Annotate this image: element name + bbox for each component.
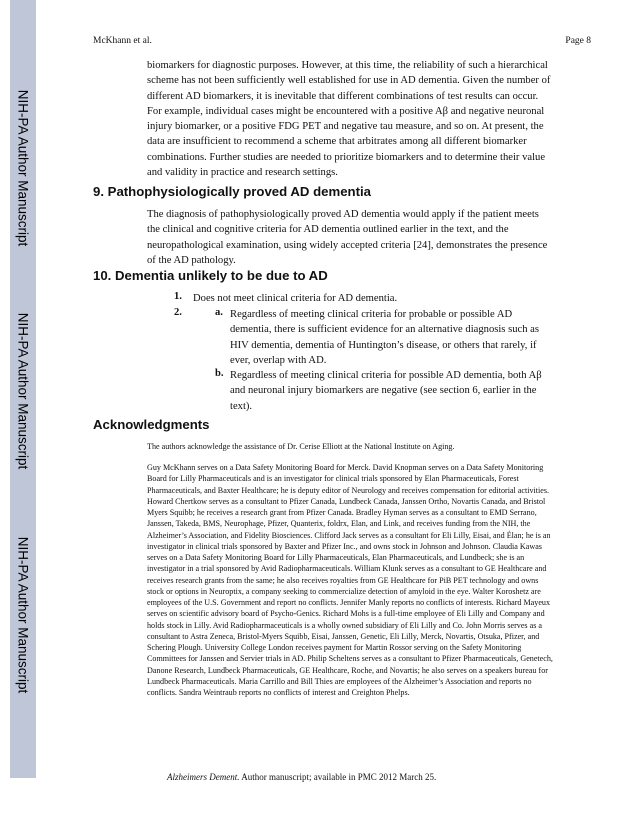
sublist-letter: a. — [215, 307, 223, 318]
list-number: 1. — [174, 291, 182, 302]
list-item-1-text: Does not meet clinical criteria for AD dementia. — [193, 293, 398, 304]
list-item-2a-text: Regardless of meeting clinical criteria for probable or possible AD dementia, there is sufficient evidence for an alternative diagnosis such as HIV dementia, dementia of Huntington’s disease, or others that rarely, if ever, overlap with AD. — [230, 309, 539, 366]
conflict-disclosures: Guy McKhann serves on a Data Safety Monitoring Board for Merck. David Knopman serves on a Data Safety Monitoring Board for Lilly Pharmaceuticals and is an investigator for clinical trials sponsored by Elan Pharmaceuticals, Forest Pharmaceuticals, and Baxter Healthcare; he is deputy editor of Neurology and receives compensation for editorial activities. Howard Chertkow serves as a consultant to Pfizer Canada, Lundbeck Canada, Janssen Ortho, Novartis Canada, and Bristol Myers Squibb; he receives a research grant from Pfizer Canada. Bradley Hyman serves as a consultant to EMD Serrano, Janssen, Takeda, BMS, Neurophage, Pfizer, Quanterix, foldrx, Elan, and Link, and receives funding from the NIH, the Alzheimer’s Association, and Fidelity Biosciences. Clifford Jack serves as a consultant for Eli Lilly, Eisai, and Élan; he is an investigator in clinical trials sponsored by Baxter and Pfizer Inc., and owns stock in Johnson and Johnson. Claudia Kawas serves on a Data Safety Monitoring Board for Lilly Pharmaceuticals, Elan Pharmaceuticals, and Lundbeck; she is an investigator in a trial sponsored by Avid Radiopharmaceuticals. William Klunk serves as a consultant to GE Healthcare and receives research grants from the same; he also receives royalties from GE Healthcare for PiB PET technology and owns stock or options in Neuroptix, a company seeking to commercialize detection of amyloid in the eye. Walter Koroshetz are employees of the U.S. Government and report no conflicts. Jennifer Manly reports no conflicts of interests. Richard Mayeux serves on scientific advisory board of Psycho-Genics. Richard Mohs is a full-time employee of Eli Lilly and Company and holds stock in Lilly. Avid Radiopharmaceuticals is a wholly owned subsidiary of Eli Lilly and Co. John Morris serves as a consultant to Astra Zeneca, Bristol-Myers Squibb, Eisai, Janssen, Genetic, Eli Lilly, Merck, Novartis, Otsuka, Pfizer, and Schering Plough. University College London receives payment for Martin Rossor serving on the Safety Monitoring Committees for Janssen and Servier trials in AD. Philip Scheltens serves as a consultant to Pfizer Pharmaceuticals, Genetech, Danone Research, Lundbeck Pharmaceuticals, GE Healthcare, Roche, and Novartis; he also serves on a speakers bureau for Lundbeck Pharmaceuticals. Maria Carrillo and Bill Thies are employees of the Alzheimer’s Association and reports no conflicts. Sandra Weintraub reports no conflicts of interest and Creighton Phelps. — [147, 463, 553, 697]
watermark-text: NIH-PA Author Manuscript — [15, 312, 31, 470]
watermark-text: NIH-PA Author Manuscript — [15, 89, 31, 247]
page-footer — [167, 772, 436, 782]
acknowledgments-thanks: The authors acknowledge the assistance of Dr. Cerise Elliott at the National Institute on Aging. — [147, 442, 455, 451]
list-number: 2. — [174, 307, 182, 318]
list-item-2b-text: Regardless of meeting clinical criteria for possible AD dementia, both Aβ and neuronal injury biomarkers are negative (see section 6, earlier in the text). — [230, 370, 542, 412]
section-9-heading: 9. Pathophysiologically proved AD dementia — [93, 184, 371, 199]
sublist-letter: b. — [215, 368, 224, 379]
intro-paragraph: biomarkers for diagnostic purposes. However, at this time, the reliability of such a hierarchical scheme has not been sufficiently well established for use in AD dementia. Given the number of different AD biomarkers, it is inevitable that different combinations of test results can occur. For example, individual cases might be encountered with a positive Aβ and negative neuronal injury biomarker, or a positive FDG PET and negative tau measure, and so on. At present, the data are insufficient to recommend a scheme that arbitrates among all different biomarker combinations. Further studies are needed to prioritize biomarkers and to determine their value and validity in practice and research settings. — [147, 60, 551, 179]
running-header-authors: McKhann et al. — [93, 36, 152, 46]
section-9-text: The diagnosis of pathophysiologically proved AD dementia would apply if the patient meets the clinical and cognitive criteria for AD dementia outlined earlier in the text, and the neuropathological examination, using widely accepted criteria [24], demonstrates the presence of the AD pathology. — [147, 209, 548, 266]
acknowledgments-heading: Acknowledgments — [93, 417, 210, 432]
footer-availability: Author manuscript; available in PMC 2012 March 25. — [239, 772, 437, 782]
section-10-heading: 10. Dementia unlikely to be due to AD — [93, 268, 328, 283]
page-number: Page 8 — [565, 36, 591, 46]
watermark-text: NIH-PA Author Manuscript — [15, 536, 31, 694]
journal-name: Alzheimers Dement. — [167, 772, 240, 782]
